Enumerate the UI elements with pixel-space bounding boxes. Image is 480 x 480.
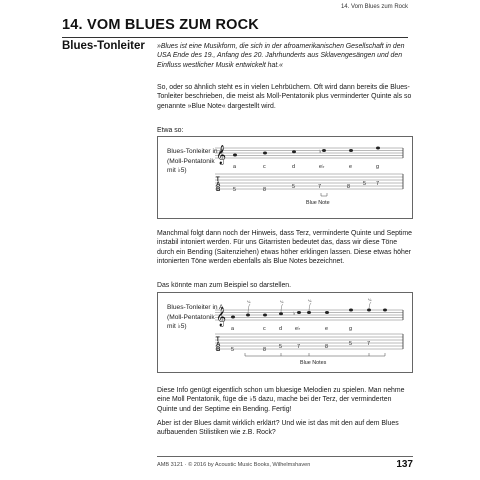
example-2-annotation: Blue Notes xyxy=(300,360,327,366)
paragraph-3-text: Manchmal folgt dann noch der Hinweis, dass Terz, verminderte Quinte und Septime instabil intoniert werden. Für uns Gitarristen bedeutet das, dass wir diese Töne durch ein Bending (Saitenziehen) etwas höher erklingen lassen. Diese etwas höher intonierten Töne werden ebenfalls als Blue Notes bezeichnet. xyxy=(157,230,412,266)
paragraph-1 xyxy=(157,83,413,111)
paragraph-4 xyxy=(157,281,413,290)
bend-mark: ¼ xyxy=(308,298,312,303)
example-2-label-line3: mit ♭5) xyxy=(167,323,187,331)
example-1-label-line3: mit ♭5) xyxy=(167,167,187,175)
note-name: d xyxy=(292,164,295,170)
footer-copyright: AMB 3121 · © 2016 by Acoustic Music Books, Wilhelmshaven xyxy=(157,462,311,468)
note-name: e xyxy=(325,326,328,332)
running-head: 14. Vom Blues zum Rock xyxy=(340,4,408,10)
tab-clef-t: T xyxy=(216,177,220,183)
note-name: a xyxy=(231,326,234,332)
tab-number: 7 xyxy=(318,184,321,190)
tab-number: 5 xyxy=(349,341,352,347)
paragraph-6-text: Aber ist der Blues damit wirklich erklärt? Und wie ist das mit den auf dem Blues aufbauenden Stilistiken wie z.B. Rock? xyxy=(157,420,399,437)
example-2-notation xyxy=(215,297,405,369)
tab-number: 8 xyxy=(347,184,350,190)
paragraph-5-text: Diese Info genügt eigentlich schon um bluesige Melodien zu spielen. Man nehme eine Moll Pentatonik, füge die ♭5 dazu, mache bei der Terz, der verminderten Quinte und der Septime ein Bending. Fertig! xyxy=(157,387,405,413)
example-2-label-line1: Blues-Tonleiter in A xyxy=(167,304,224,311)
example-2-note-names xyxy=(231,326,352,332)
note-name: c xyxy=(263,164,266,170)
note-name: g xyxy=(376,164,379,170)
example-2-tab xyxy=(215,334,403,349)
example-1-box xyxy=(157,136,413,219)
tab-number: 5 xyxy=(292,184,295,190)
flat-icon: ♭ xyxy=(293,311,296,317)
treble-clef-icon: 𝄞 xyxy=(216,145,227,165)
paragraph-3 xyxy=(157,229,413,267)
blue-note-bracket xyxy=(321,193,327,196)
tab-number: 8 xyxy=(263,187,266,193)
tab-number: 5 xyxy=(231,347,234,353)
example-1-tab xyxy=(215,174,403,189)
tab-number: 8 xyxy=(325,344,328,350)
example-2-box xyxy=(157,292,413,373)
tab-clef-b: B xyxy=(216,187,221,193)
tab-clef-t: T xyxy=(216,337,220,343)
blue-notes-bracket xyxy=(245,353,385,356)
flat-icon: ♭ xyxy=(319,149,322,155)
section-heading: Blues-Tonleiter xyxy=(62,40,145,52)
note-name: e xyxy=(349,164,352,170)
note-name: a xyxy=(233,164,236,170)
page-number: 137 xyxy=(396,459,413,470)
definition-quote xyxy=(157,42,413,70)
note-name: c xyxy=(263,326,266,332)
example-1-staff xyxy=(215,148,403,158)
tab-clef-a: A xyxy=(216,182,221,188)
tab-number: 5 xyxy=(279,344,282,350)
bend-mark: ¼ xyxy=(247,299,251,304)
example-2-label-line2: (Moll-Pentatonik xyxy=(167,313,215,321)
example-1-notation xyxy=(215,141,405,213)
tab-number: 7 xyxy=(367,341,370,347)
chapter-title: 14. VOM BLUES ZUM ROCK xyxy=(62,17,259,33)
tab-number: 7 xyxy=(376,181,379,187)
example-1-label-line2: (Moll-Pentatonik xyxy=(167,157,215,165)
paragraph-1-text: So, oder so ähnlich steht es in vielen Lehrbüchern. Oft wird dann bereits die Blues-Tonleiter beschrieben, die meist als Moll-Pentatonik plus verminderter Quinte als so genannte »Blue Note« dargestellt wird. xyxy=(157,84,412,110)
note-name: e♭ xyxy=(319,164,325,170)
note-name: d xyxy=(279,326,282,332)
bend-mark: ¼ xyxy=(280,299,284,304)
paragraph-2 xyxy=(157,126,413,135)
tab-number: 5 xyxy=(363,181,366,187)
bend-mark: ¼ xyxy=(368,297,372,302)
note-name: g xyxy=(349,326,352,332)
treble-clef-icon: 𝄞 xyxy=(216,307,227,327)
example-2-bend-marks xyxy=(247,297,372,304)
tab-clef-b: B xyxy=(216,347,221,353)
tab-number: 5 xyxy=(233,187,236,193)
paragraph-2-text: Etwa so: xyxy=(157,127,184,134)
quote-text: »Blues ist eine Musikform, die sich in der afroamerikanischen Gesellschaft in den USA Ende des 19., Anfang des 20. Jahrhunderts aus Sklavengesängen und den Einfluss westlicher Musik entwickelt hat.« xyxy=(157,43,405,69)
tab-number: 8 xyxy=(263,347,266,353)
tab-number: 7 xyxy=(297,344,300,350)
blue-notes-bracket-ticks xyxy=(281,353,369,356)
example-1-label-line1: Blues-Tonleiter in A xyxy=(167,148,224,155)
paragraph-6 xyxy=(157,419,413,438)
tab-clef-a: A xyxy=(216,342,221,348)
note-name: e♭ xyxy=(295,326,301,332)
example-1-annotation: Blue Note xyxy=(306,200,330,206)
title-rule xyxy=(62,37,408,38)
example-1-note-names xyxy=(233,164,379,170)
paragraph-5 xyxy=(157,386,413,414)
footer-rule xyxy=(157,456,413,457)
paragraph-4-text: Das könnte man zum Beispiel so darstellen. xyxy=(157,282,292,289)
